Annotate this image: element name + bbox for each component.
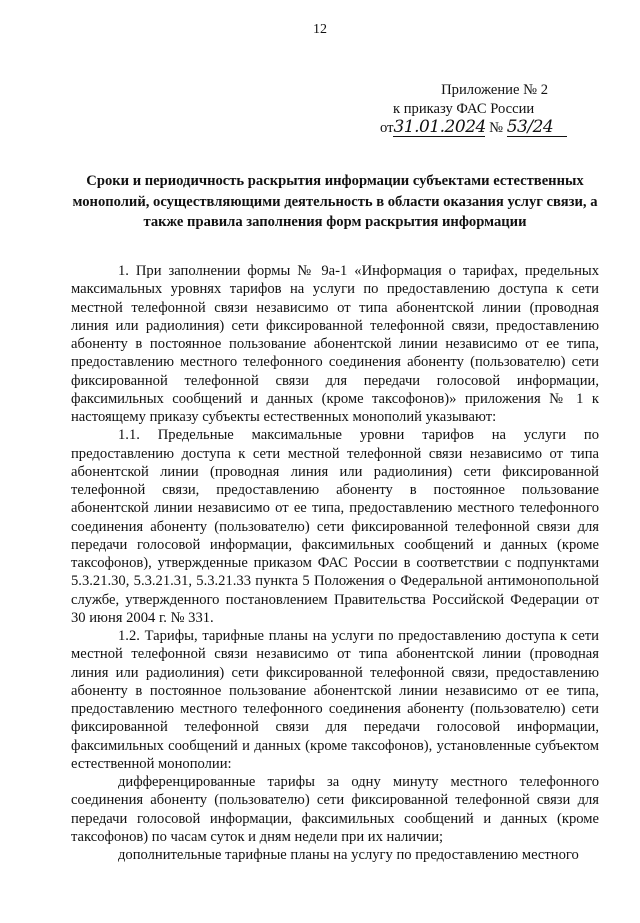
paragraph: дифференцированные тарифы за одну минуту местного телефонного соединения абоненту (пользователю) сети фиксированной телефонной связи для передачи голосовой информации, факсимильных сообщений и данных (кроме таксофонов) по часам суток и дням недели при их наличии; <box>71 774 599 845</box>
document-body <box>71 262 599 864</box>
order-number: 53/24 <box>507 119 567 137</box>
appendix-block <box>380 81 580 138</box>
paragraph: 1. При заполнении формы № 9а-1 «Информация о тарифах, предельных максимальных уровнях тарифов на услуги по предоставлению доступа к сети местной телефонной связи независимо от типа абонентской линии (проводная линия или радиолиния) сети фиксированной телефонной связи, предоставлению абоненту в постоянное пользование абонентской линии независимо от ее типа, предоставлению местного телефонного соединения абоненту (пользователю) сети фиксированной телефонной связи для передачи голосовой информации, факсимильных сообщений и данных (кроме таксофонов)» приложения № 1 к настоящему приказу субъекты естественных монополий указывают: <box>71 263 599 425</box>
appendix-label: Приложение № 2 <box>441 82 548 98</box>
paragraph: 1.1. Предельные максимальные уровни тарифов на услуги по предоставлению доступа к сети местной телефонной связи независимо от типа абонентской линии (проводная линия или радиолиния) сети фиксированной телефонной связи, предоставлению абоненту в постоянное пользование абонентской линии независимо от ее типа, предоставлению местного телефонного соединения абоненту (пользователю) сети фиксированной телефонной связи для передачи голосовой информации, факсимильных сообщений и данных (кроме таксофонов), утвержденные приказом ФАС России в соответствии с подпунктами 5.3.21.30, 5.3.21.31, 5.3.21.33 пункта 5 Положения о Федеральной антимонопольной службе, утвержденного постановлением Правительства Российской Федерации от 30 июня 2004 г. № 331. <box>71 427 599 626</box>
page-number: 12 <box>313 22 327 37</box>
paragraph: дополнительные тарифные планы на услугу по предоставлению местного <box>118 847 579 863</box>
appendix-order-ref: к приказу ФАС России <box>393 101 535 117</box>
appendix-date-number <box>380 119 580 138</box>
order-date: 31.01.2024 <box>393 117 486 137</box>
paragraph: 1.2. Тарифы, тарифные планы на услуги по предоставлению доступа к сети местной телефонной связи независимо от типа абонентской линии (проводная линия или радиолиния) сети фиксированной телефонной связи, предоставлению абоненту в постоянное пользование абонентской линии независимо от ее типа, предоставлению местного телефонного соединения абоненту (пользователю) сети фиксированной телефонной связи для передачи голосовой информации, факсимильных сообщений и данных (кроме таксофонов), установленные субъектом естественной монополии: <box>71 628 599 772</box>
from-label: от <box>380 120 394 136</box>
number-label: № <box>489 120 504 136</box>
document-title: Сроки и периодичность раскрытия информации субъектами естественных монополий, осуществляющими деятельность в области оказания услуг связи, а также правила заполнения форм раскрытия информации <box>72 173 598 230</box>
